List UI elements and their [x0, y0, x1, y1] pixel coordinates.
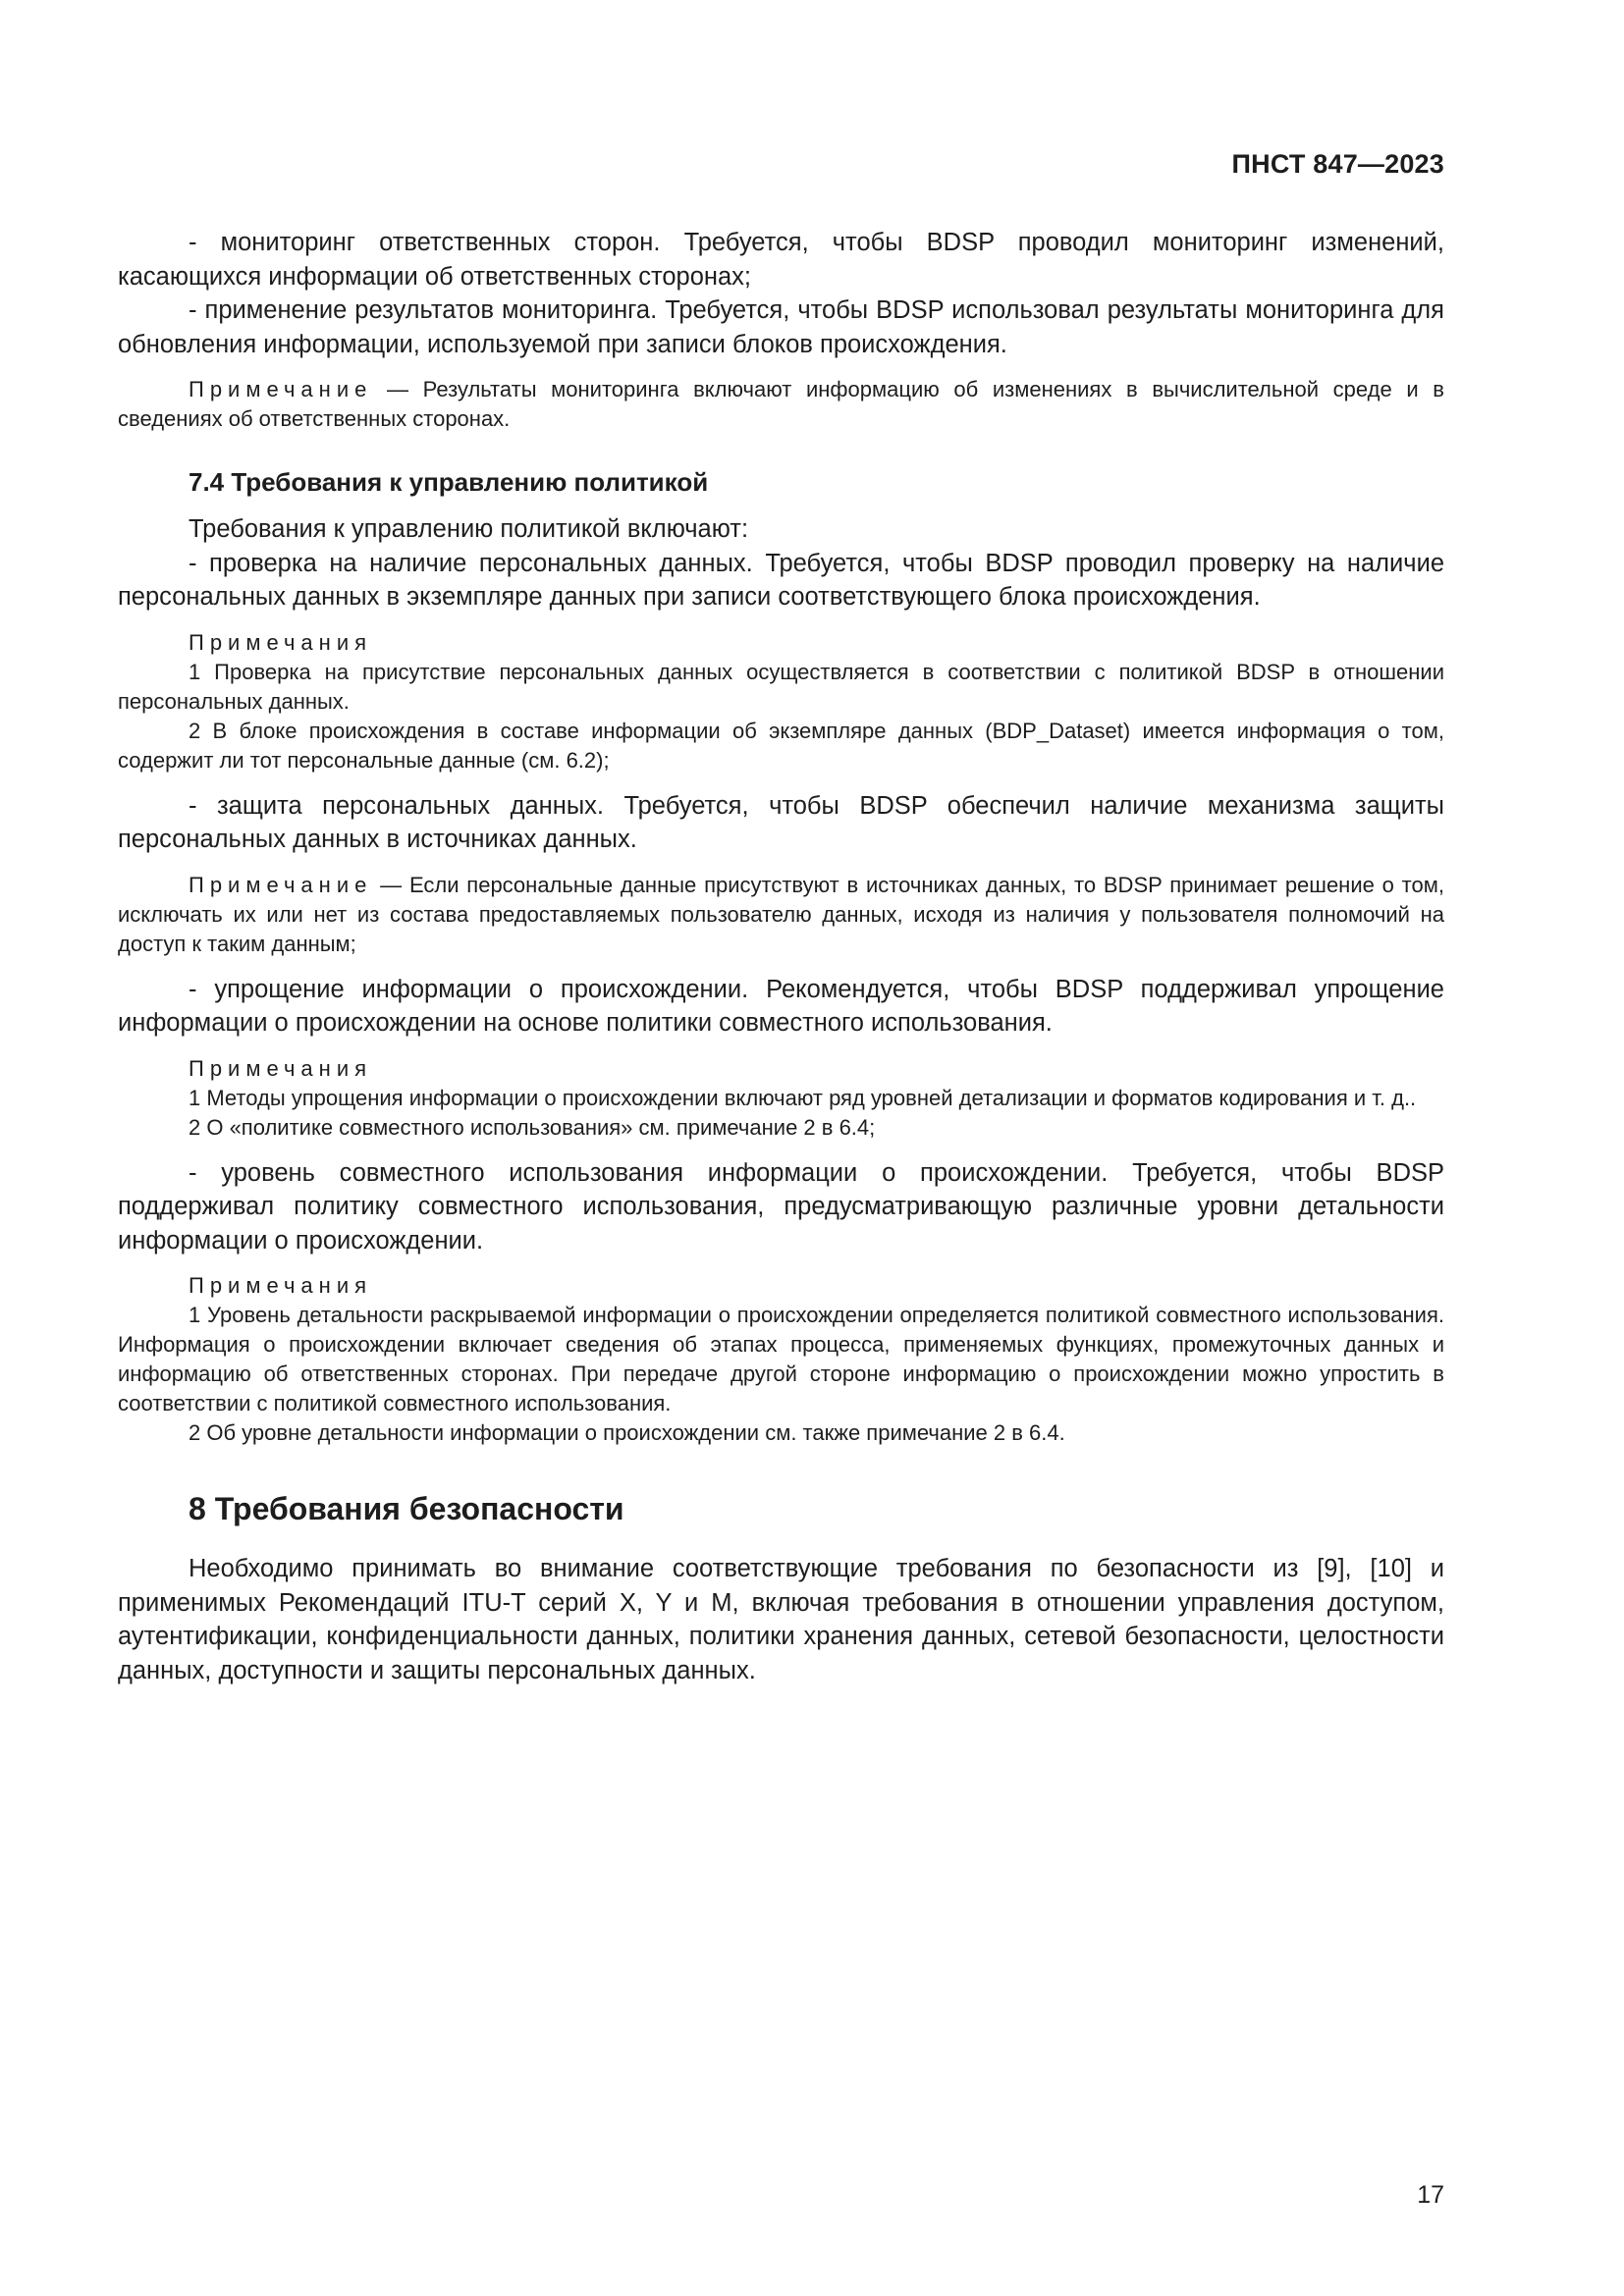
- note: 2 О «политике совместного использования» см. примечание 2 в 6.4;: [189, 1114, 876, 1140]
- document-code: ПНСТ 847—2023: [1231, 149, 1444, 179]
- page-body: [118, 226, 1444, 1687]
- paragraph: - мониторинг ответственных сторон. Требуется, чтобы BDSP проводил мониторинг изменений, касающихся информации об ответственных сторонах;: [118, 229, 1444, 291]
- notes-title: Примечания: [189, 1273, 373, 1298]
- note: 1 Уровень детальности раскрываемой информации о происхождении определяется политикой совместного использования. Информация о происхождении включает сведения об этапах процесса, применяемых функциях, промежуточных данных и информацию об ответственных сторонах. При передаче другой стороне информацию о происхождении можно упростить в соответствии с политикой совместного использования.: [118, 1303, 1444, 1415]
- paragraph: Требования к управлению политикой включают:: [189, 515, 749, 543]
- section-heading: 8 Требования безопасности: [189, 1491, 624, 1526]
- page-number: 17: [1417, 2181, 1444, 2209]
- note-title: Примечание: [189, 377, 373, 401]
- paragraph: Необходимо принимать во внимание соответствующие требования по безопасности из [9], [10] и применимых Рекомендаций ITU-T серий X, Y и M, включая требования в отношении управления доступом, аутентификации, конфиденциальности данных, политики хранения данных, сетевой безопасности, целостности данных, доступности и защиты персональных данных.: [118, 1555, 1444, 1684]
- paragraph: - упрощение информации о происхождении. Рекомендуется, чтобы BDSP поддерживал упрощение информации о происхождении на основе политики совместного использования.: [118, 975, 1444, 1037]
- note: 1 Проверка на присутствие персональных данных осуществляется в соответствии с политикой BDSP в отношении персональных данных.: [118, 659, 1444, 714]
- notes-title: Примечания: [189, 1055, 373, 1081]
- note: 2 Об уровне детальности информации о происхождении см. также примечание 2 в 6.4.: [189, 1420, 1065, 1445]
- note: 1 Методы упрощения информации о происхождении включают ряд уровней детализации и форматов кодирования и т. д..: [189, 1085, 1417, 1110]
- paragraph: - применение результатов мониторинга. Требуется, чтобы BDSP использовал результаты мониторинга для обновления информации, используемой при записи блоков происхождения.: [118, 296, 1444, 358]
- note-text: — Если персональные данные присутствуют в источниках данных, то BDSP принимает решение о том, исключать их или нет из состава предоставляемых пользователю данных, исходя из наличия у пользователя полномочий на доступ к таким данным;: [118, 872, 1444, 956]
- note-text: — Результаты мониторинга включают информацию об изменениях в вычислительной среде и в сведениях об ответственных сторонах.: [118, 377, 1444, 431]
- note: [118, 871, 1444, 959]
- note: 2 В блоке происхождения в составе информации об экземпляре данных (BDP_Dataset) имеется информация о том, содержит ли тот персональные данные (см. 6.2);: [118, 718, 1444, 773]
- paragraph: - уровень совместного использования информации о происхождении. Требуется, чтобы BDSP поддерживал политику совместного использования, предусматривающую различные уровни детальности информации о происхождении.: [118, 1158, 1444, 1255]
- subsection-heading: 7.4 Требования к управлению политикой: [189, 467, 709, 497]
- notes-title: Примечания: [189, 629, 373, 655]
- paragraph: - защита персональных данных. Требуется, чтобы BDSP обеспечил наличие механизма защиты персональных данных в источниках данных.: [118, 791, 1444, 853]
- paragraph: - проверка на наличие персональных данных. Требуется, чтобы BDSP проводил проверку на наличие персональных данных в экземпляре данных при записи соответствующего блока происхождения.: [118, 549, 1444, 611]
- note: [118, 375, 1444, 434]
- note-title: Примечание: [189, 872, 373, 897]
